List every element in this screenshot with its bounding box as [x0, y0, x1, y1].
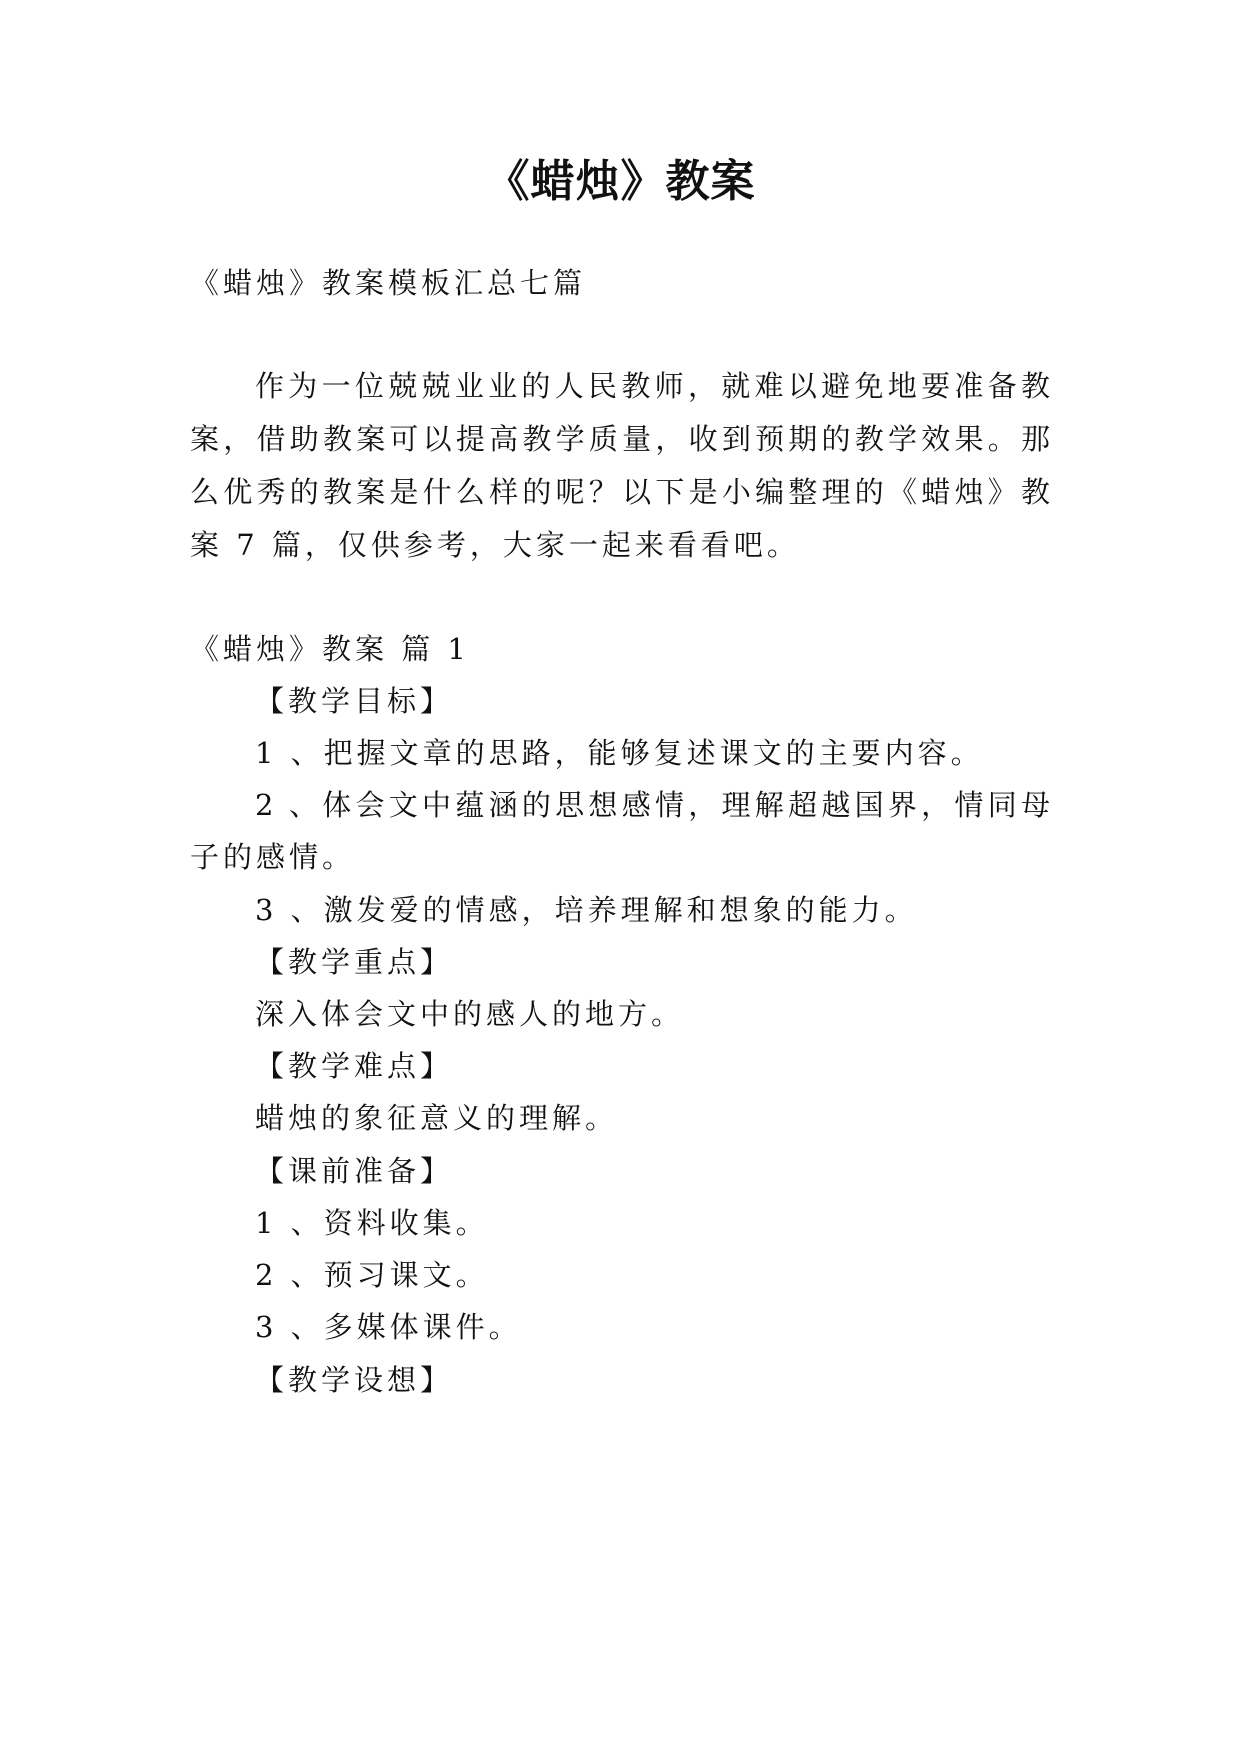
document-title: 《蜡烛》教案	[485, 156, 756, 207]
body-line: 2 、体会文中蕴涵的思想感情，理解超越国界，情同母	[255, 788, 1052, 822]
body-line: 深入体会文中的感人的地方。	[255, 997, 685, 1031]
body-heading-difficulties: 【教学难点】	[255, 1049, 454, 1083]
section-heading: 《蜡烛》教案 篇 1	[190, 632, 470, 666]
body-heading-preparation: 【课前准备】	[255, 1154, 454, 1188]
body-line: 3 、多媒体课件。	[255, 1310, 522, 1344]
body-heading-objectives: 【教学目标】	[255, 684, 454, 718]
body-line: 1 、把握文章的思路，能够复述课文的主要内容。	[255, 736, 984, 770]
intro-line: 作为一位兢兢业业的人民教师，就难以避免地要准备教	[255, 369, 1052, 403]
intro-line: 案，借助教案可以提高教学质量，收到预期的教学效果。那	[190, 422, 1052, 456]
body-line: 2 、预习课文。	[255, 1258, 489, 1292]
intro-line: 么优秀的教案是什么样的呢？以下是小编整理的《蜡烛》教	[190, 475, 1052, 509]
body-heading-key-points: 【教学重点】	[255, 945, 454, 979]
body-line: 蜡烛的象征意义的理解。	[255, 1101, 619, 1135]
intro-line: 案 7 篇，仅供参考，大家一起来看看吧。	[190, 528, 800, 562]
body-line: 1 、资料收集。	[255, 1206, 489, 1240]
document-subtitle: 《蜡烛》教案模板汇总七篇	[190, 266, 587, 300]
body-line: 3 、激发爱的情感，培养理解和想象的能力。	[255, 893, 918, 927]
body-line: 子的感情。	[190, 840, 356, 874]
body-heading-design: 【教学设想】	[255, 1363, 454, 1397]
